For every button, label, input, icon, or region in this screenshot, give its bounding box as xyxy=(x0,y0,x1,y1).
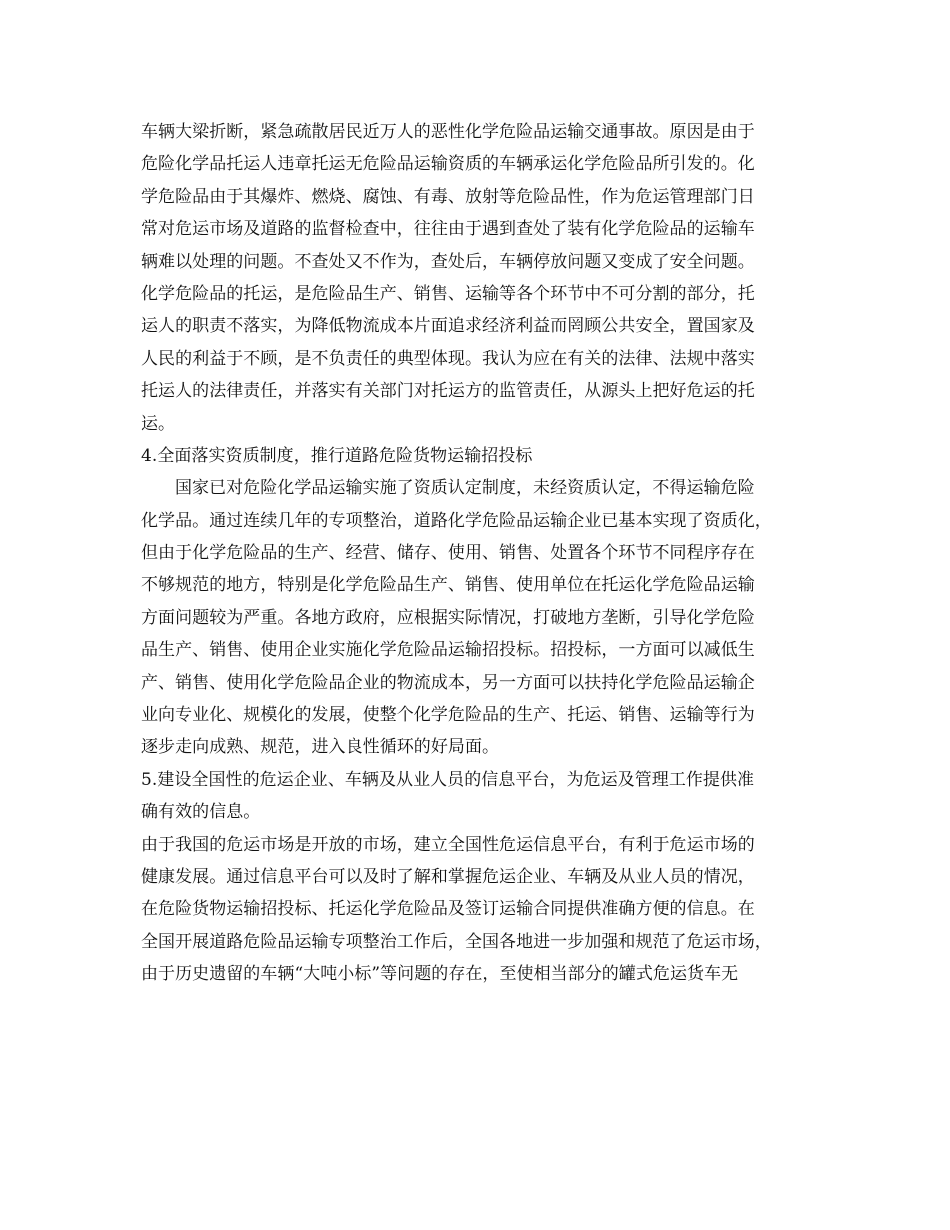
text-line: 不够规范的地方，特别是化学危险品生产、销售、使用单位在托运化学危险品运输 xyxy=(141,575,755,596)
text-line: 在危险货物运输招投标、托运化学危险品及签订运输合同提供准确方便的信息。在 xyxy=(141,899,755,920)
text-line: 健康发展。通过信息平台可以及时了解和掌握危运企业、车辆及从业人员的情况， xyxy=(141,866,755,887)
text-line: 全国开展道路危险品运输专项整治工作后，全国各地进一步加强和规范了危运市场， xyxy=(141,931,772,952)
text-line: 常对危运市场及道路的监督检查中，往往由于遇到查处了装有化学危险品的运输车 xyxy=(141,219,755,240)
document-body xyxy=(141,116,809,991)
text-line: 但由于化学危险品的生产、经营、储存、使用、销售、处置各个环节不同程序存在 xyxy=(141,543,755,564)
text-line: 由于我国的危运市场是开放的市场，建立全国性危运信息平台，有利于危运市场的 xyxy=(141,834,755,855)
text-line: 化学品。通过连续几年的专项整治，道路化学危险品运输企业已基本实现了资质化， xyxy=(141,510,772,531)
text-line: 化学危险品的托运，是危险品生产、销售、运输等各个环节中不可分割的部分，托 xyxy=(141,283,755,304)
section-heading: 5.建设全国性的危运企业、车辆及从业人员的信息平台，为危运及管理工作提供准 xyxy=(141,769,755,790)
text-line: 方面问题较为严重。各地方政府，应根据实际情况，打破地方垄断，引导化学危险 xyxy=(141,607,755,628)
text-line: 由于历史遗留的车辆“大吨小标”等问题的存在，至使相当部分的罐式危运货车无 xyxy=(141,964,739,985)
text-line: 辆难以处理的问题。不查处又不作为，查处后，车辆停放问题又变成了安全问题。 xyxy=(141,251,755,272)
text-line: 运人的职责不落实，为降低物流成本片面追求经济利益而罔顾公共安全，置国家及 xyxy=(141,316,755,337)
text-line: 危险化学品托运人违章托运无危险品运输资质的车辆承运化学危险品所引发的。化 xyxy=(141,154,755,175)
text-line: 产、销售、使用化学危险品企业的物流成本，另一方面可以扶持化学危险品运输企 xyxy=(141,672,755,693)
text-line: 业向专业化、规模化的发展，使整个化学危险品的生产、托运、销售、运输等行为 xyxy=(141,705,755,726)
text-line: 托运人的法律责任，并落实有关部门对托运方的监管责任，从源头上把好危运的托 xyxy=(141,381,755,402)
text-line: 学危险品由于其爆炸、燃烧、腐蚀、有毒、放射等危险品性，作为危运管理部门日 xyxy=(141,186,755,207)
text-line: 运。 xyxy=(141,413,176,434)
text-line: 车辆大梁折断，紧急疏散居民近万人的恶性化学危险品运输交通事故。原因是由于 xyxy=(141,122,755,142)
text-line: 人民的利益于不顾，是不负责任的典型体现。我认为应在有关的法律、法规中落实 xyxy=(141,348,755,369)
section-heading: 4.全面落实资质制度，推行道路危险货物运输招投标 xyxy=(141,445,533,466)
section-heading: 确有效的信息。 xyxy=(141,802,261,823)
text-line: 逐步走向成熟、规范，进入良性循环的好局面。 xyxy=(141,737,500,758)
text-line: 品生产、销售、使用企业实施化学危险品运输招投标。招投标，一方面可以减低生 xyxy=(141,640,755,661)
text-line: 国家已对危险化学品运输实施了资质认定制度，未经资质认定，不得运输危险 xyxy=(175,478,755,499)
